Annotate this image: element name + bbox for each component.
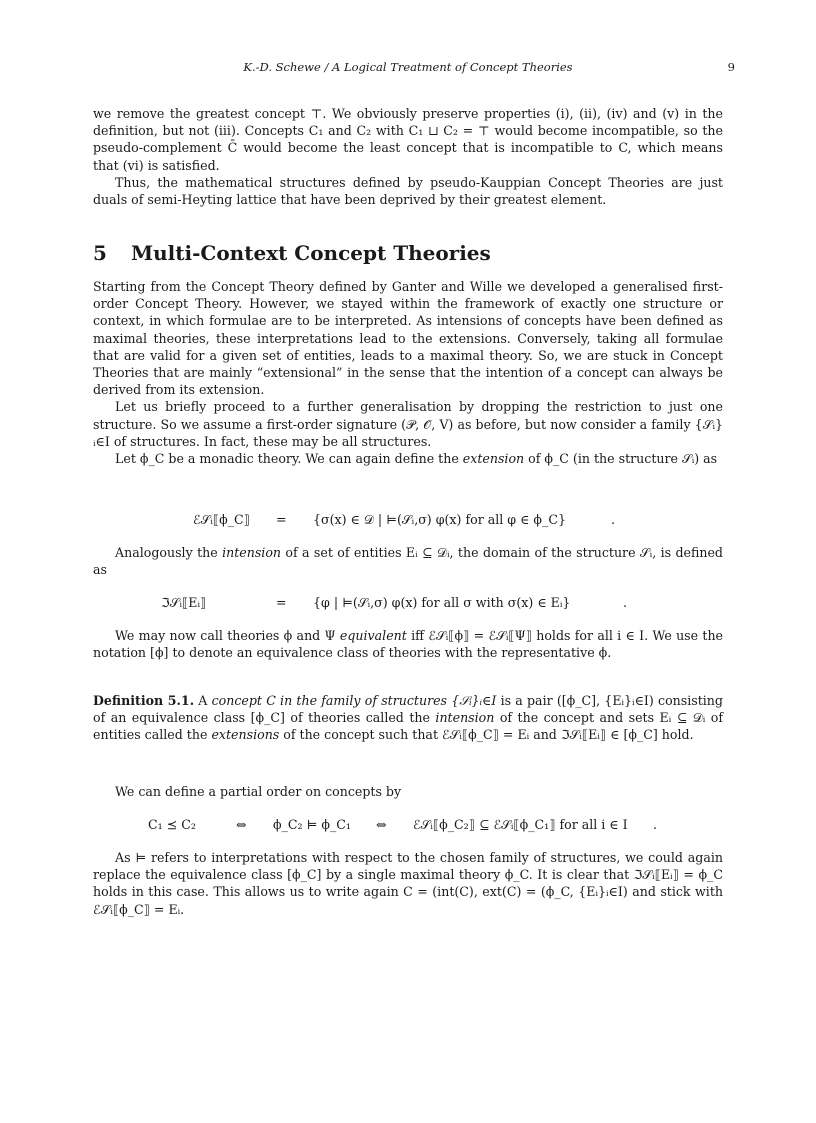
equation-2-end: . bbox=[623, 595, 628, 610]
equation-2-rel: = bbox=[276, 595, 287, 610]
section-paragraph-3-pre: Let ϕ_C be a monadic theory. We can again define the bbox=[115, 451, 463, 467]
paragraph-4-post: of a set of entities Eᵢ ⊆ 𝒟ᵢ, the domain of the structure 𝒮ᵢ, is defined as bbox=[93, 545, 723, 578]
section-heading bbox=[93, 240, 723, 266]
equation-3-end: . bbox=[653, 817, 658, 832]
equation-1-rel: = bbox=[276, 512, 287, 527]
running-head bbox=[0, 60, 816, 76]
definition-label: Definition 5.1. bbox=[93, 693, 195, 708]
section-number: 5 bbox=[93, 241, 107, 265]
paragraph-5-post: iff ℰ𝒮ᵢ⟦ϕ⟧ = ℰ𝒮ᵢ⟦Ψ⟧ holds for all i ∈ I. We use the notation [ϕ] to denote an equivalence class of theories with the representative ϕ. bbox=[93, 628, 724, 661]
definition-5-1 bbox=[93, 692, 723, 744]
paragraph-4-pre: Analogously the bbox=[115, 545, 223, 560]
definition-block bbox=[93, 692, 723, 744]
section-title: Multi-Context Concept Theories bbox=[131, 241, 491, 265]
intro-paragraph-1: we remove the greatest concept ⊤. We obviously preserve properties (i), (ii), (iv) and (v) in the definition, but not (iii). Concepts C₁ and C₂ with C₁ ⊔ C₂ = ⊤ would become incompatible, so the pseudo-complement C̄ would become the least concept that is incompatible to C, which means that (vi) is satisfied. bbox=[93, 106, 723, 173]
paragraph-5 bbox=[93, 627, 723, 661]
paragraph-4 bbox=[93, 544, 723, 578]
equation-3-iff2: ⇔ bbox=[376, 817, 387, 832]
equation-intension bbox=[93, 593, 723, 613]
section-paragraph-2: Let us briefly proceed to a further generalisation by dropping the restriction to just one structure. So we assume a first-order signature (𝒫, 𝒪, V) as before, but now consider a family {𝒮ᵢ}ᵢ∈I of structures. In fact, these may be all structures. bbox=[93, 399, 723, 449]
paragraph-5-block bbox=[93, 627, 723, 661]
paragraph-4-block bbox=[93, 544, 723, 578]
definition-term-concept: concept C in the family of structures {𝒮ᵢ}ᵢ∈I bbox=[211, 693, 497, 708]
page-number: 9 bbox=[727, 60, 735, 74]
equation-extension bbox=[93, 510, 723, 530]
intro-paragraph-2: Thus, the mathematical structures defined by pseudo-Kauppian Concept Theories are just duals of semi-Heyting lattice that have been deprived by their greatest element. bbox=[93, 174, 723, 208]
term-extension: extension bbox=[462, 451, 525, 467]
section-paragraph-1: Starting from the Concept Theory defined by Ganter and Wille we developed a generalised first-order Concept Theory. However, we stayed within the framework of exactly one structure or context, in which formulae are to be interpreted. As intensions of concepts have been defined as maximal theories, these interpretations lead to the extensions. Conversely, taking all formulae that are valid for a given set of entities, leads to a maximal theory. So, we are stuck in Concept Theories that are mainly “extensional” in the sense that the intention of a concept can always be derived from its extension. bbox=[93, 279, 723, 398]
paragraph-6-block bbox=[93, 783, 723, 800]
equation-1-lhs: ℰ𝒮ᵢ⟦ϕ_C⟧ bbox=[193, 512, 250, 527]
section-paragraph-3 bbox=[93, 450, 723, 467]
paragraph-7: As ⊨ refers to interpretations with respect to the chosen family of structures, we could again replace the equivalence class [ϕ_C] by a single maximal theory ϕ_C. It is clear that ℑ𝒮ᵢ⟦Eᵢ⟧ = ϕ_C holds in this case. This allows us to write again C = (int(C), ext(C) = (ϕ_C, {Eᵢ}ᵢ∈I) and stick with ℰ𝒮ᵢ⟦ϕ_C⟧ = Eᵢ. bbox=[93, 850, 723, 917]
paragraph-5-pre: We may now call theories ϕ and Ψ bbox=[115, 628, 340, 643]
equation-3-part1: C₁ ⪯ C₂ bbox=[148, 817, 196, 832]
paragraph-6: We can define a partial order on concepts by bbox=[115, 784, 402, 799]
intro-block bbox=[93, 105, 723, 208]
definition-text-d: of the concept such that ℰ𝒮ᵢ⟦ϕ_C⟧ = Eᵢ and ℑ𝒮ᵢ⟦Eᵢ⟧ ∈ [ϕ_C] hold. bbox=[279, 727, 694, 743]
equation-1-end: . bbox=[611, 512, 616, 527]
definition-term-extensions: extensions bbox=[211, 727, 280, 743]
equation-1-rhs: {σ(x) ∈ 𝒟 | ⊨(𝒮ᵢ,σ) φ(x) for all φ ∈ ϕ_C} bbox=[313, 512, 566, 527]
equation-partial-order bbox=[93, 815, 723, 835]
term-equivalent: equivalent bbox=[339, 628, 407, 643]
section-body-block bbox=[93, 278, 723, 467]
paragraph-7-block bbox=[93, 849, 723, 918]
equation-3-part2: ϕ_C₂ ⊨ ϕ_C₁ bbox=[273, 817, 351, 832]
term-intension: intension bbox=[222, 545, 282, 560]
section-paragraph-3-post: of ϕ_C (in the structure 𝒮ᵢ) as bbox=[524, 451, 718, 467]
equation-2-lhs: ℑ𝒮ᵢ⟦Eᵢ⟧ bbox=[161, 595, 207, 610]
running-title: K.-D. Schewe / A Logical Treatment of Concept Theories bbox=[243, 60, 573, 74]
equation-3-part3: ℰ𝒮ᵢ⟦ϕ_C₂⟧ ⊆ ℰ𝒮ᵢ⟦ϕ_C₁⟧ for all i ∈ I bbox=[413, 817, 628, 832]
equation-2-rhs: {φ | ⊨(𝒮ᵢ,σ) φ(x) for all σ with σ(x) ∈ Eᵢ} bbox=[313, 595, 571, 610]
definition-text-b: is a pair ([ϕ_C], {Eᵢ}ᵢ∈I) consisting of an equivalence class [ϕ_C] of theories called the bbox=[93, 693, 723, 726]
definition-term-intension: intension bbox=[435, 710, 495, 726]
definition-text-c: of the concept and sets Eᵢ ⊆ 𝒟ᵢ of entities called the bbox=[93, 710, 723, 743]
definition-text-a: A bbox=[198, 693, 212, 708]
equation-3-iff1: ⇔ bbox=[236, 817, 247, 832]
